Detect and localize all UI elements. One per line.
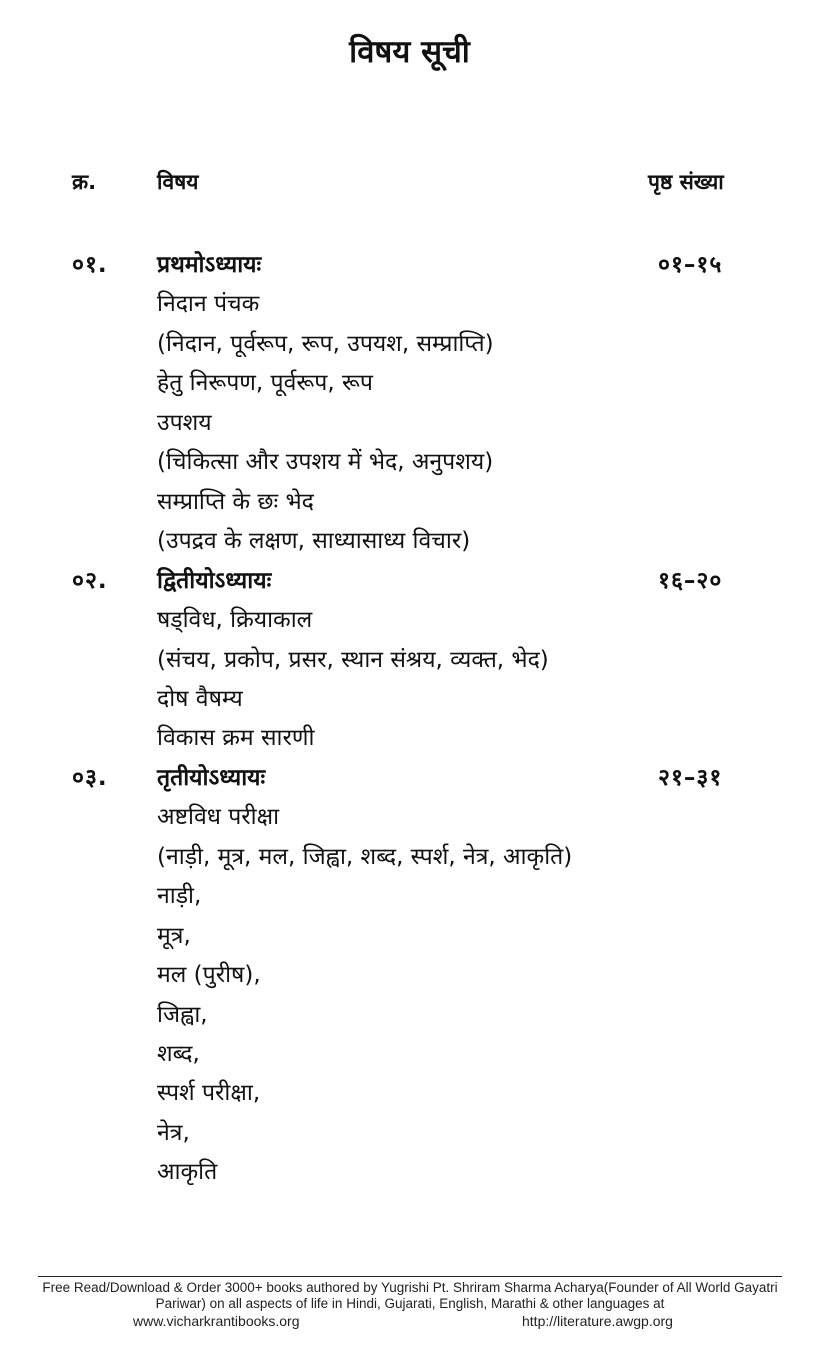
- header-serial-number: क्र.: [72, 170, 97, 194]
- toc-chapter-title: तृतीयोऽध्यायः: [157, 764, 266, 791]
- toc-topic-row: [0, 326, 819, 366]
- toc-chapter-row: [0, 760, 819, 800]
- toc-topic-text: षड्विध, क्रियाकाल: [157, 607, 313, 634]
- toc-topic-row: [0, 523, 819, 563]
- toc-topic-row: [0, 957, 819, 997]
- toc-topic-text: मल (पुरीष),: [157, 962, 261, 989]
- toc-topic-text: नेत्र,: [157, 1119, 190, 1146]
- toc-topic-row: [0, 681, 819, 721]
- toc-topic-row: [0, 365, 819, 405]
- toc-topic-text: मूत्र,: [157, 922, 191, 949]
- footer-text: Free Read/Download & Order 3000+ books authored by Yugrishi Pt. Shriram Sharma Acharya(Founder of All World Gayatri Pariwar) on all aspects of life in Hindi, Gujarati, English, Marathi & other languages at: [42, 1280, 778, 1311]
- toc-chapter-title: प्रथमोऽध्यायः: [157, 252, 262, 278]
- footer-divider: [38, 1276, 782, 1277]
- toc-topic-text: स्पर्श परीक्षा,: [157, 1080, 261, 1107]
- toc-topic-row: [0, 878, 819, 918]
- toc-page-range: ०१–१५: [658, 252, 723, 278]
- toc-topic-row: [0, 1154, 819, 1194]
- toc-topic-text: अष्टविध परीक्षा: [157, 804, 280, 831]
- footer-link-awgp[interactable]: http://literature.awgp.org: [522, 1313, 673, 1329]
- toc-topic-text: (निदान, पूर्वरूप, रूप, उपयश, सम्प्राप्ति): [157, 330, 494, 357]
- toc-topic-text: जिह्वा,: [157, 1001, 208, 1028]
- toc-page-range: २१–३१: [658, 764, 723, 791]
- toc-topic-row: [0, 444, 819, 484]
- toc-topic-row: [0, 918, 819, 958]
- toc-chapter-row: [0, 563, 819, 603]
- toc-topic-row: [0, 1115, 819, 1155]
- toc-topic-row: [0, 1075, 819, 1115]
- toc-topic-text: (नाड़ी, मूत्र, मल, जिह्वा, शब्द, स्पर्श, नेत्र, आकृति): [157, 843, 573, 870]
- toc-topic-row: [0, 484, 819, 524]
- page-title: विषय सूची: [349, 34, 470, 70]
- toc-topic-text: सम्प्राप्ति के छः भेद: [157, 488, 314, 515]
- toc-serial-number: ०१.: [72, 252, 108, 278]
- toc-topic-text: (चिकित्सा और उपशय में भेद, अनुपशय): [157, 449, 494, 476]
- toc-topic-text: दोष वैषम्य: [157, 685, 243, 712]
- header-subject: विषय: [157, 170, 199, 194]
- toc-topic-text: (उपद्रव के लक्षण, साध्यासाध्य विचार): [157, 528, 471, 555]
- toc-topic-text: हेतु निरूपण, पूर्वरूप, रूप: [157, 370, 373, 397]
- toc-topic-row: [0, 286, 819, 326]
- toc-serial-number: ०२.: [72, 567, 108, 594]
- toc-topic-text: आकृति: [157, 1159, 218, 1186]
- toc-topic-text: निदान पंचक: [157, 291, 260, 318]
- toc-topic-row: [0, 642, 819, 682]
- toc-topic-text: (संचय, प्रकोप, प्रसर, स्थान संश्रय, व्यक्त, भेद): [157, 646, 549, 673]
- toc-topic-text: उपशय: [157, 409, 212, 436]
- toc-serial-number: ०३.: [72, 764, 108, 791]
- toc-topic-row: [0, 1036, 819, 1076]
- toc-chapter-row: [0, 247, 819, 287]
- toc-topic-text: विकास क्रम सारणी: [157, 725, 315, 752]
- header-page-numbers: पृष्ठ संख्या: [648, 170, 724, 194]
- toc-page-range: १६–२०: [658, 567, 723, 594]
- toc-topic-row: [0, 405, 819, 445]
- toc-topic-text: नाड़ी,: [157, 883, 202, 910]
- toc-topic-row: [0, 799, 819, 839]
- toc-chapter-title: द्वितीयोऽध्यायः: [157, 567, 272, 594]
- toc-topic-text: शब्द,: [157, 1041, 200, 1067]
- toc-topic-row: [0, 602, 819, 642]
- toc-topic-row: [0, 839, 819, 879]
- toc-topic-row: [0, 997, 819, 1037]
- toc-topic-row: [0, 720, 819, 760]
- footer-link-vicharkranti[interactable]: www.vicharkrantibooks.org: [133, 1313, 300, 1329]
